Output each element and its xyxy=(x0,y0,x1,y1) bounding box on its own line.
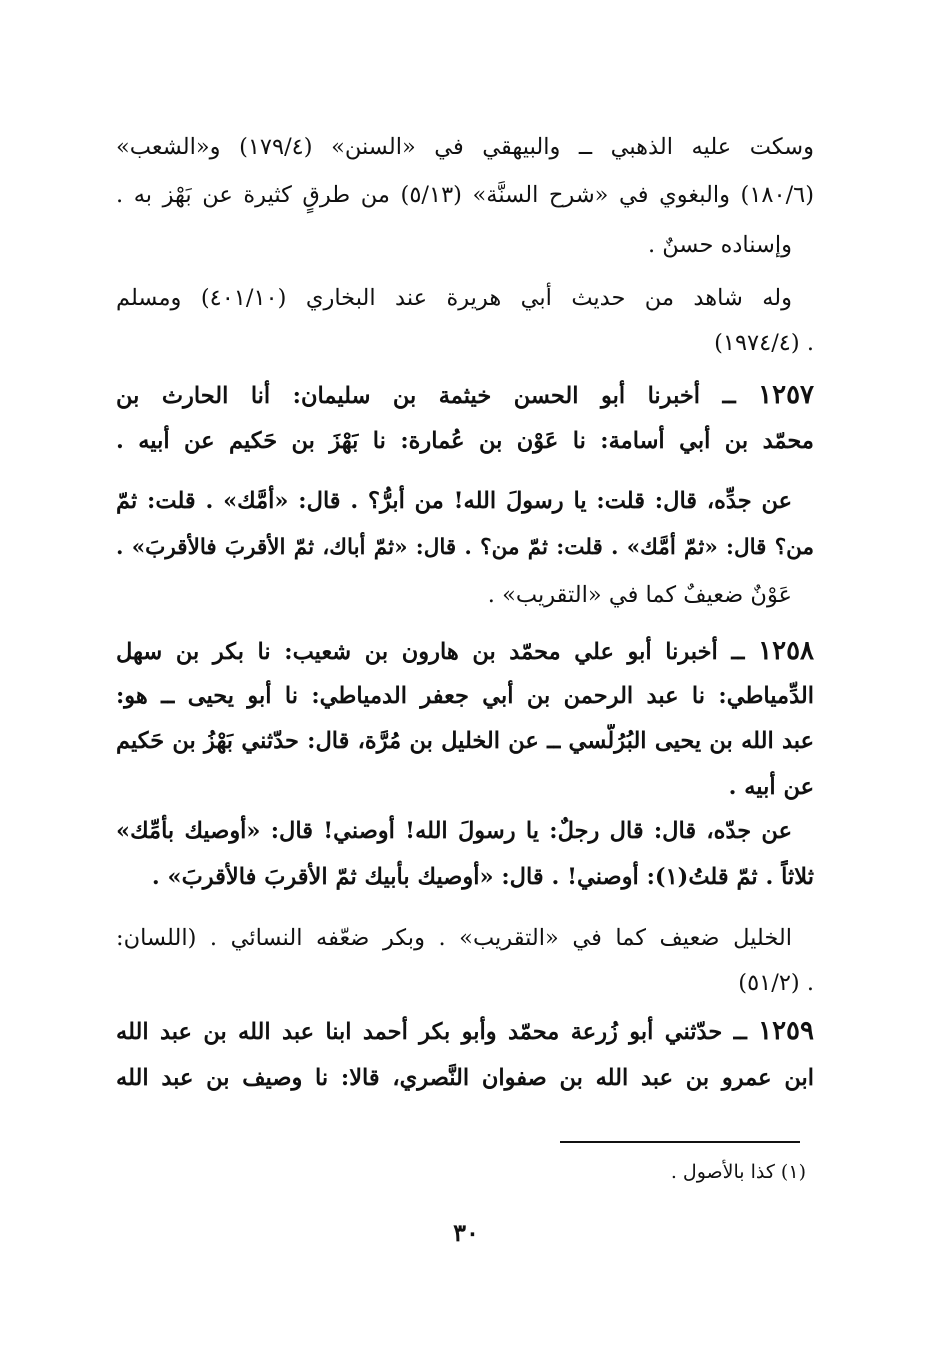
text-line: من؟ قال: «ثمّ أمَّك» . قلت: ثمّ من؟ . قال: «ثمّ أباك، ثمّ الأقربَ فالأقربَ» . xyxy=(116,535,814,560)
text-line: (١٨٠/٦) والبغوي في «شرح السنَّة» (٥/١٣) من طرقٍ كثيرة عن بَهْز به . xyxy=(116,182,814,208)
text-line: عن أبيه . xyxy=(728,774,814,800)
text-line: عن جدّه، قال: قال رجلٌ: يا رسولَ الله! أوصني! قال: «أوصيك بأمِّك» xyxy=(116,818,792,844)
text-line: عبد الله بن يحيى البُرُلُّسي ــ عن الخليل بن مُرَّة، قال: حدّثني بَهْزُ بن حَكيم xyxy=(116,728,814,754)
hadith-heading-line xyxy=(116,1014,814,1050)
hadith-number: ١٢٥٩ xyxy=(758,1016,814,1046)
page-number: ٣٠ xyxy=(453,1218,479,1247)
text-line: وإسناده حسنٌ . xyxy=(648,232,792,258)
hadith-heading-line xyxy=(116,634,814,670)
text-line: وله شاهد من حديث أبي هريرة عند البخاري (٤٠١/١٠) ومسلم xyxy=(116,285,792,311)
hadith-number: ١٢٥٧ xyxy=(758,380,814,410)
hadith-heading-line xyxy=(116,378,814,414)
text-line: ثلاثاً . ثمّ قلتُ(١): أوصني! . قال: «أوصيك بأبيك ثمّ الأقربَ فالأقربَ» . xyxy=(151,864,814,890)
text-line: عَوْنٌ ضعيفٌ كما في «التقريب» . xyxy=(487,582,792,608)
text-line: ابن عمرو بن عبد الله بن صفوان النَّصري، قالا: نا وصيف بن عبد الله xyxy=(116,1065,814,1091)
text-line: . (١٩٧٤/٤) xyxy=(714,330,814,356)
text-span: ــ أخبرنا أبو الحسن خيثمة بن سليمان: أنا الحارث بن xyxy=(116,383,736,409)
hadith-number: ١٢٥٨ xyxy=(758,636,814,666)
text-span: ــ أخبرنا أبو علي محمّد بن هارون بن شعيب: نا بكر بن سهل xyxy=(116,639,745,665)
text-span: ــ حدّثني أبو زُرعة محمّد وأبو بكر أحمد ابنا عبد الله بن عبد الله xyxy=(116,1019,747,1045)
text-line: محمّد بن أبي أسامة: نا عَوْن بن عُمارة: نا بَهْزَ بن حَكيم عن أبيه . xyxy=(116,428,814,454)
text-line: الدِّمياطي: نا عبد الرحمن بن أبي جعفر الدمياطي: نا أبو يحيى ــ هو: xyxy=(116,683,814,709)
text-line: وسكت عليه الذهبي ــ والبيهقي في «السنن» (١٧٩/٤) و«الشعب» xyxy=(116,134,814,160)
footnote: (١) كذا بالأصول . xyxy=(670,1161,806,1183)
text-line: عن جدِّه، قال: قلت: يا رسولَ الله! من أبرُّ؟ . قال: «أمَّك» . قلت: ثمّ xyxy=(116,488,792,514)
text-line: . (٥١/٢) xyxy=(738,970,814,996)
footnote-divider xyxy=(560,1141,800,1143)
text-line: الخليل ضعيف كما في «التقريب» . وبكر ضعّفه النسائي . (اللسان: xyxy=(116,925,792,951)
